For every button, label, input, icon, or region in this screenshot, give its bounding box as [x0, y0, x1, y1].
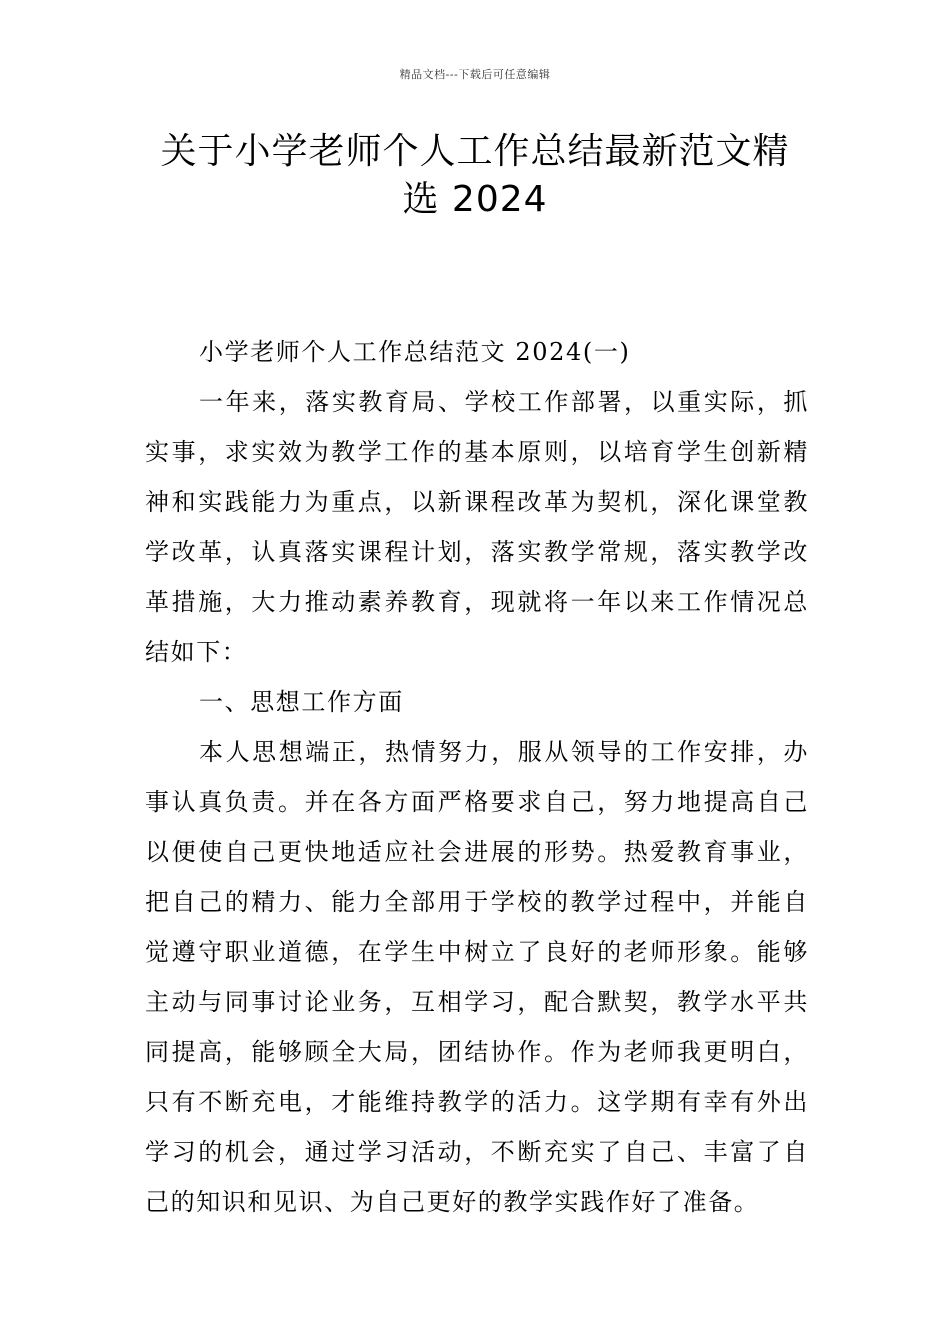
section-heading: 小学老师个人工作总结范文 2024(一) — [199, 338, 631, 366]
title-line-1: 关于小学老师个人工作总结最新范文精 — [160, 131, 790, 172]
subsection-heading: 一、思想工作方面 — [199, 688, 404, 716]
title-line-2: 选 2024 — [402, 179, 548, 220]
body-paragraph: 本人思想端正，热情努力，服从领导的工作安排，办事认真负责。并在各方面严格要求自己，努力地提高自己以便使自己更快地适应社会进展的形势。热爱教育事业，把自己的精力、能力全部用于学校的教学过程中，并能自觉遵守职业道德，在学生中树立了良好的老师形象。能够主动与同事讨论业务，互相学习，配合默契，教学水平共同提高，能够顾全大局，团结协作。作为老师我更明白，只有不断充电，才能维持教学的活力。这学期有幸有外出学习的机会，通过学习活动，不断充实了自己、丰富了自己的知识和见识、为自己更好的教学实践作好了准备。 — [145, 738, 809, 1216]
document-body — [145, 327, 809, 1227]
page-header: 精品文档---下载后可任意编辑 — [399, 68, 551, 81]
intro-paragraph: 一年来，落实教育局、学校工作部署，以重实际，抓实事，求实效为教学工作的基本原则，以培育学生创新精神和实践能力为重点，以新课程改革为契机，深化课堂教学改革，认真落实课程计划，落实教学常规，落实教学改革措施，大力推动素养教育，现就将一年以来工作情况总结如下： — [145, 388, 809, 666]
document-title — [120, 128, 830, 224]
